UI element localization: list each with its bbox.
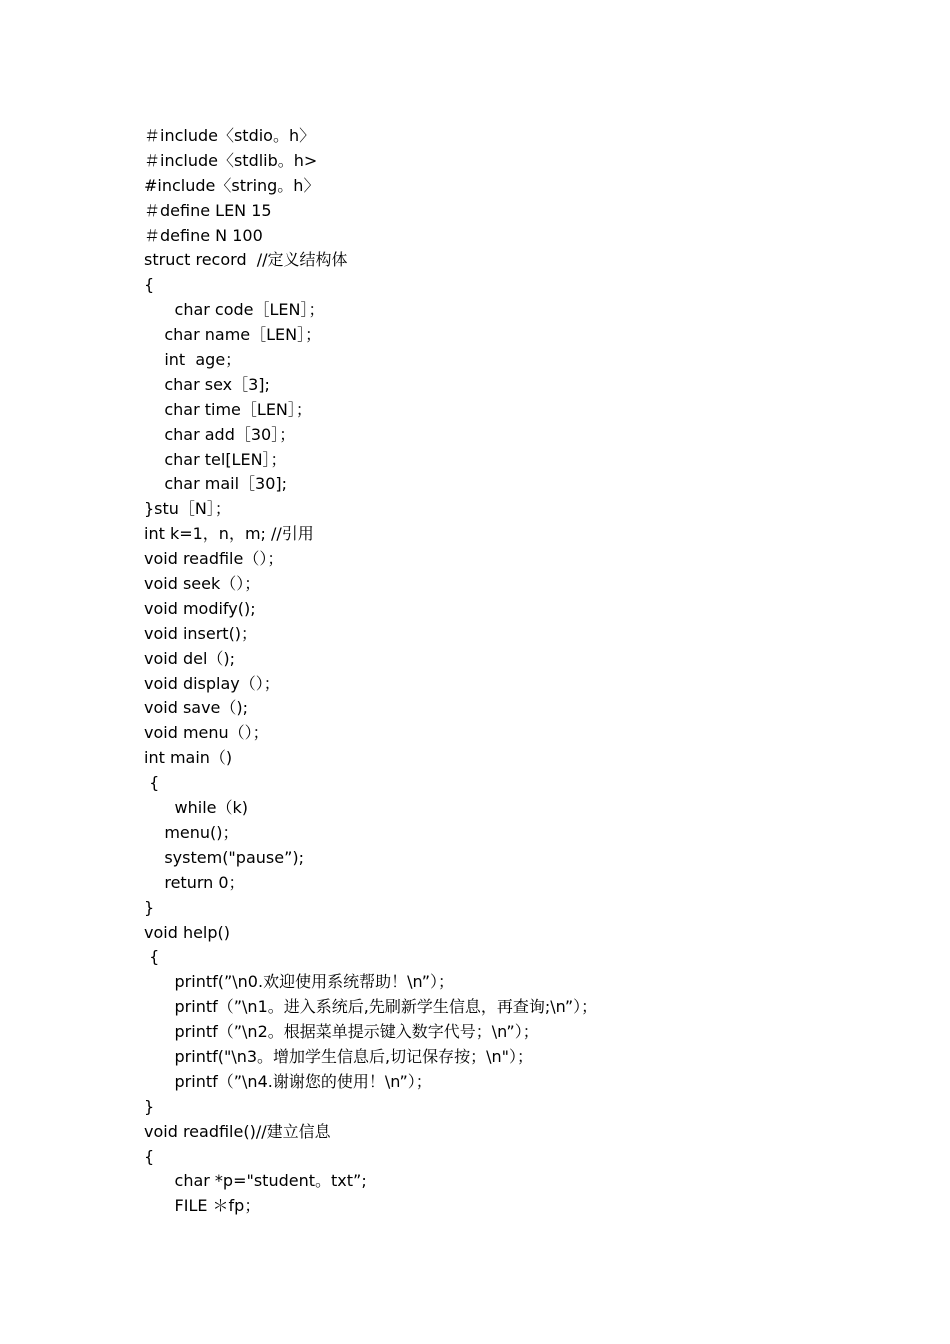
code-line-16: }stu［N］； xyxy=(144,499,231,519)
code-line-7: { xyxy=(144,275,155,295)
code-listing xyxy=(144,124,924,1219)
code-line-43: char *p="student。txt”; xyxy=(144,1171,367,1191)
code-line-19: void seek（）； xyxy=(144,574,261,594)
code-line-28: while（k) xyxy=(144,798,248,818)
code-line-44: FILE ＊fp； xyxy=(144,1196,261,1216)
code-line-37: printf（”\n2。根据菜单提示键入数字代号；\n”）； xyxy=(144,1022,539,1042)
code-line-30: system("pause”); xyxy=(144,847,304,867)
code-line-24: void save（); xyxy=(144,698,249,718)
code-line-23: void display（）； xyxy=(144,673,280,693)
code-line-22: void del（); xyxy=(144,648,236,668)
code-line-32: } xyxy=(144,897,155,917)
code-line-6: struct record //定义结构体 xyxy=(144,250,348,270)
code-line-3: #include〈string。h〉 xyxy=(144,175,320,195)
code-line-33: void help() xyxy=(144,922,231,942)
code-line-27: { xyxy=(144,773,160,793)
code-line-9: char name［LEN］； xyxy=(144,325,322,345)
code-line-40: } xyxy=(144,1096,155,1116)
code-line-38: printf("\n3。增加学生信息后,切记保存按；\n"）； xyxy=(144,1046,534,1066)
code-line-36: printf（”\n1。进入系统后,先刷新学生信息，再查询;\n”）； xyxy=(144,997,598,1017)
code-line-26: int main（) xyxy=(144,748,233,768)
code-line-8: char code［LEN］； xyxy=(144,300,325,320)
code-line-5: ＃define N 100 xyxy=(144,225,263,245)
code-line-29: menu()； xyxy=(144,822,239,842)
code-line-18: void readfile（）； xyxy=(144,549,284,569)
code-line-35: printf(”\n0.欢迎使用系统帮助！\n”）； xyxy=(144,972,455,992)
code-line-12: char time［LEN］； xyxy=(144,399,312,419)
code-line-42: { xyxy=(144,1146,155,1166)
code-line-13: char add［30］； xyxy=(144,424,296,444)
code-line-39: printf（”\n4.谢谢您的使用！\n”）； xyxy=(144,1071,432,1091)
code-line-25: void menu（）； xyxy=(144,723,269,743)
code-line-21: void insert()； xyxy=(144,623,258,643)
code-line-17: int k=1，n，m; //引用 xyxy=(144,524,314,544)
code-line-14: char tel[LEN］； xyxy=(144,449,287,469)
code-line-4: ＃define LEN 15 xyxy=(144,200,272,220)
code-line-1: ＃include〈stdio。h〉 xyxy=(144,126,316,145)
code-line-34: { xyxy=(144,947,160,967)
code-line-10: int age； xyxy=(144,350,242,370)
code-line-15: char mail［30]; xyxy=(144,474,288,494)
code-line-20: void modify(); xyxy=(144,598,256,618)
code-line-31: return 0； xyxy=(144,872,245,892)
code-line-2: ＃include〈stdlib。h> xyxy=(144,150,318,170)
code-line-41: void readfile()//建立信息 xyxy=(144,1121,331,1141)
code-line-11: char sex［3]; xyxy=(144,374,270,394)
